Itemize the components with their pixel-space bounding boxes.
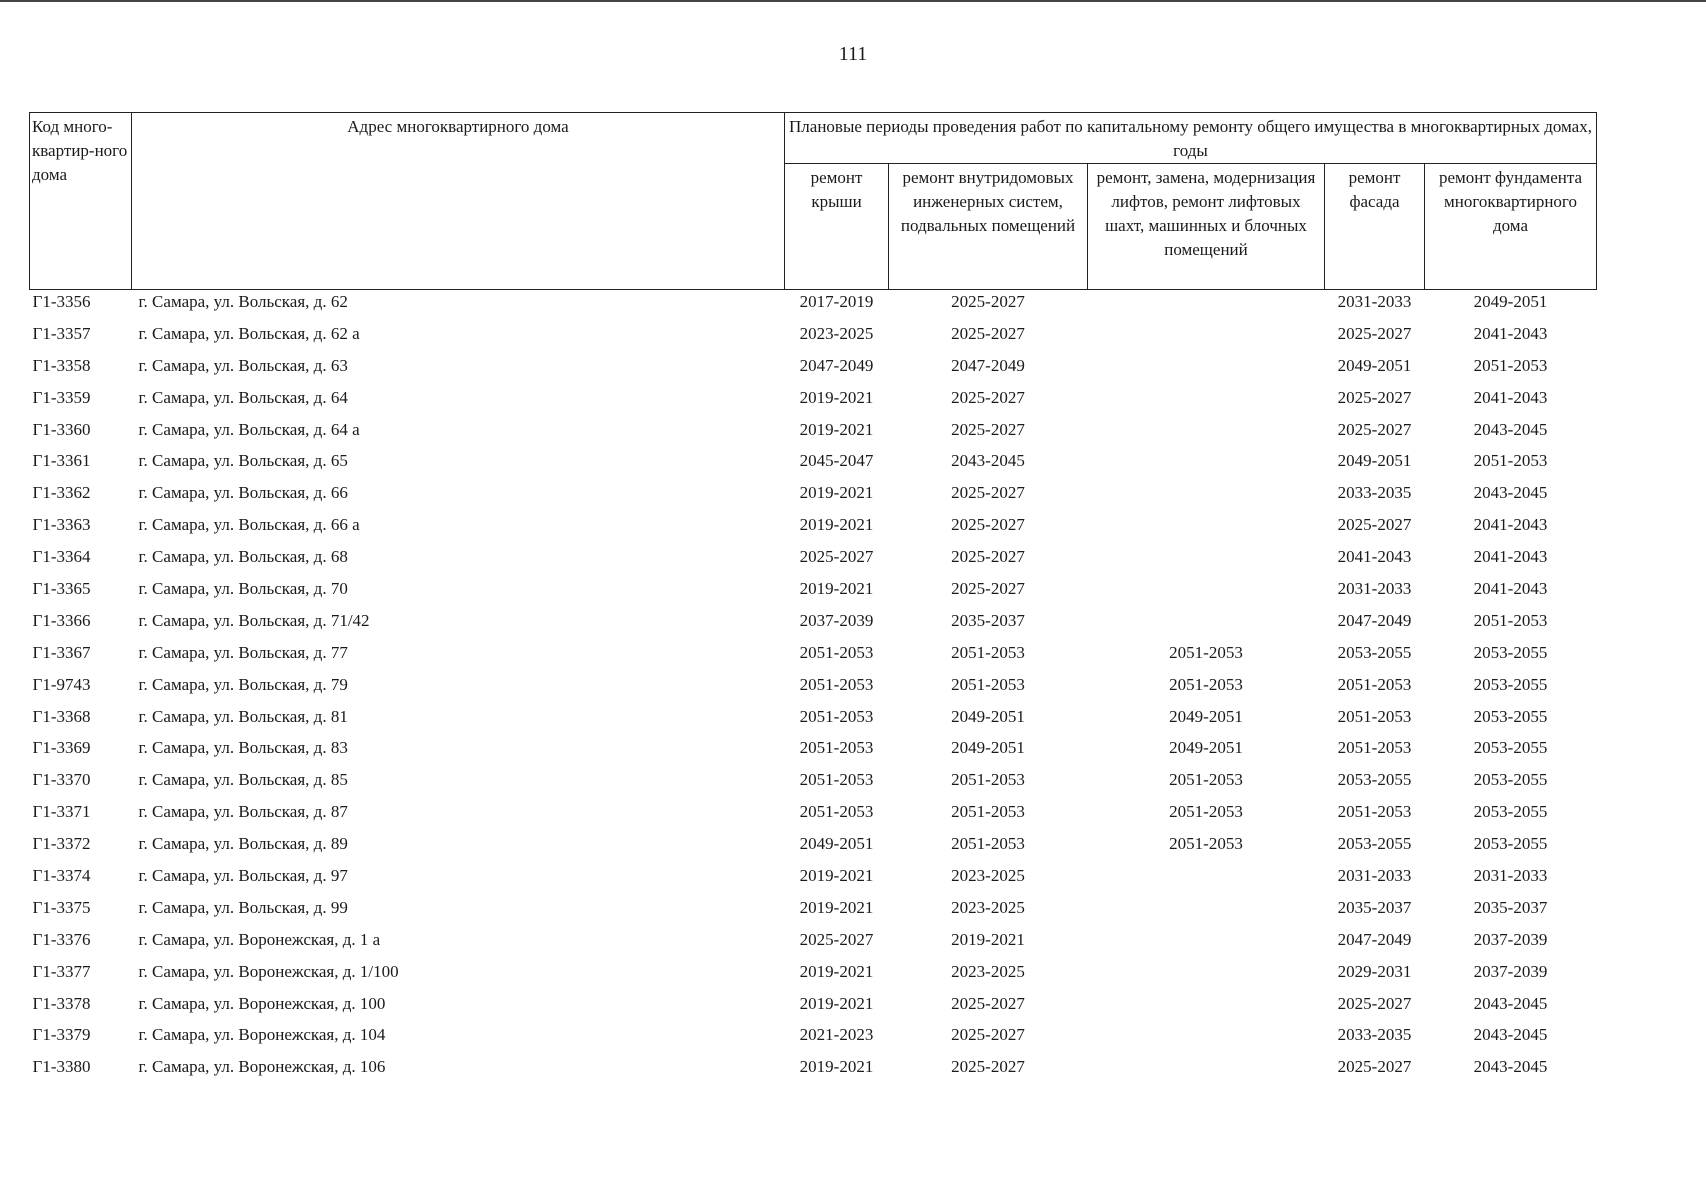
cell-address: г. Самара, ул. Вольская, д. 83 [138, 738, 348, 758]
cell-foundation: 2053-2055 [1473, 802, 1548, 822]
cell-roof: 2019-2021 [799, 483, 874, 503]
cell-roof: 2021-2023 [799, 1025, 874, 1045]
header-roof: ремонт крыши [785, 164, 889, 290]
cell-foundation: 2041-2043 [1473, 547, 1548, 567]
cell-roof: 2019-2021 [799, 897, 874, 917]
cell-engineering: 2025-2027 [951, 292, 1025, 311]
cell-foundation: 2043-2045 [1473, 1057, 1548, 1077]
cell-elevators [1088, 322, 1325, 354]
cell-roof: 2019-2021 [799, 961, 874, 981]
cell-engineering: 2025-2027 [951, 323, 1025, 343]
cell-elevators [1088, 992, 1325, 1024]
cell-foundation: 2037-2039 [1473, 929, 1548, 949]
cell-code: Г1-3358 [32, 355, 91, 375]
cell-address: г. Самара, ул. Вольская, д. 97 [138, 866, 348, 886]
cell-engineering: 2025-2027 [951, 579, 1025, 599]
cell-roof: 2025-2027 [799, 547, 874, 567]
cell-engineering: 2051-2053 [951, 674, 1025, 694]
table-row [30, 832, 1597, 864]
cell-engineering: 2025-2027 [951, 419, 1025, 439]
cell-code: Г1-3367 [32, 642, 91, 662]
table-row [30, 705, 1597, 737]
cell-foundation: 2041-2043 [1473, 323, 1548, 343]
cell-facade: 2033-2035 [1337, 483, 1412, 503]
cell-elevators [1088, 449, 1325, 481]
cell-engineering: 2035-2037 [951, 610, 1025, 630]
cell-address: г. Самара, ул. Вольская, д. 65 [138, 451, 348, 471]
table-row [30, 1023, 1597, 1055]
cell-foundation: 2051-2053 [1473, 451, 1548, 471]
cell-elevators [1088, 896, 1325, 928]
cell-code: Г1-3372 [32, 834, 91, 854]
cell-engineering: 2047-2049 [951, 355, 1025, 375]
cell-facade: 2047-2049 [1337, 610, 1412, 630]
cell-address: г. Самара, ул. Вольская, д. 87 [138, 802, 348, 822]
cell-code: Г1-3370 [32, 770, 91, 790]
page-number: 111 [838, 43, 868, 65]
cell-code: Г1-3364 [32, 547, 91, 567]
cell-code: Г1-3369 [32, 738, 91, 758]
cell-engineering: 2023-2025 [951, 897, 1025, 917]
cell-foundation: 2037-2039 [1473, 961, 1548, 981]
cell-address: г. Самара, ул. Вольская, д. 89 [138, 834, 348, 854]
cell-facade: 2025-2027 [1337, 387, 1412, 407]
cell-code: Г1-3365 [32, 579, 91, 599]
table-row [30, 449, 1597, 481]
cell-code: Г1-3359 [32, 387, 91, 407]
cell-roof: 2019-2021 [799, 419, 874, 439]
cell-elevators [1088, 354, 1325, 386]
cell-elevators [1088, 960, 1325, 992]
cell-engineering: 2051-2053 [951, 834, 1025, 854]
cell-facade: 2041-2043 [1337, 547, 1412, 567]
cell-address: г. Самара, ул. Вольская, д. 68 [138, 547, 348, 567]
cell-engineering: 2025-2027 [951, 1057, 1025, 1077]
cell-foundation: 2051-2053 [1473, 355, 1548, 375]
cell-engineering: 2051-2053 [951, 802, 1025, 822]
cell-facade: 2049-2051 [1337, 355, 1412, 375]
cell-elevators [1088, 481, 1325, 513]
cell-engineering: 2049-2051 [951, 738, 1025, 758]
header-engineering: ремонт внутридомовых инженерных систем, подвальных помещений [889, 164, 1088, 290]
cell-roof: 2045-2047 [799, 451, 874, 471]
cell-facade: 2051-2053 [1337, 802, 1412, 822]
cell-address: г. Самара, ул. Вольская, д. 77 [138, 642, 348, 662]
cell-roof: 2051-2053 [799, 802, 874, 822]
cell-foundation: 2053-2055 [1473, 642, 1548, 662]
cell-facade: 2025-2027 [1337, 515, 1412, 535]
cell-foundation: 2041-2043 [1473, 579, 1548, 599]
cell-engineering: 2019-2021 [951, 929, 1025, 949]
cell-roof: 2051-2053 [799, 674, 874, 694]
cell-roof: 2051-2053 [799, 642, 874, 662]
cell-foundation: 2049-2051 [1473, 292, 1548, 311]
table-row [30, 896, 1597, 928]
table-row [30, 290, 1597, 322]
cell-facade: 2053-2055 [1337, 770, 1412, 790]
cell-elevators: 2049-2051 [1169, 738, 1243, 758]
cell-code: Г1-3360 [32, 419, 91, 439]
top-rule [0, 0, 1706, 2]
cell-elevators [1088, 513, 1325, 545]
cell-facade: 2051-2053 [1337, 674, 1412, 694]
cell-code: Г1-3362 [32, 483, 91, 503]
cell-roof: 2037-2039 [799, 610, 874, 630]
cell-address: г. Самара, ул. Вольская, д. 62 а [138, 323, 360, 343]
cell-elevators: 2051-2053 [1169, 834, 1243, 854]
cell-engineering: 2051-2053 [951, 770, 1025, 790]
table-body [30, 290, 1597, 1088]
cell-engineering: 2025-2027 [951, 483, 1025, 503]
table-row [30, 481, 1597, 513]
cell-foundation: 2043-2045 [1473, 1025, 1548, 1045]
header-address: Адрес многоквартирного дома [132, 113, 785, 290]
cell-foundation: 2043-2045 [1473, 483, 1548, 503]
cell-facade: 2051-2053 [1337, 738, 1412, 758]
cell-facade: 2033-2035 [1337, 1025, 1412, 1045]
cell-elevators: 2051-2053 [1169, 770, 1243, 790]
cell-facade: 2025-2027 [1337, 323, 1412, 343]
cell-facade: 2049-2051 [1337, 451, 1412, 471]
cell-address: г. Самара, ул. Вольская, д. 81 [138, 706, 348, 726]
cell-address: г. Самара, ул. Вольская, д. 66 а [138, 515, 360, 535]
cell-foundation: 2035-2037 [1473, 897, 1548, 917]
cell-address: г. Самара, ул. Воронежская, д. 104 [138, 1025, 386, 1045]
cell-engineering: 2025-2027 [951, 547, 1025, 567]
cell-foundation: 2053-2055 [1473, 770, 1548, 790]
table-row [30, 386, 1597, 418]
table-row [30, 322, 1597, 354]
table-row [30, 577, 1597, 609]
cell-engineering: 2043-2045 [951, 451, 1025, 471]
cell-code: Г1-3371 [32, 802, 91, 822]
cell-roof: 2019-2021 [799, 515, 874, 535]
header-periods: Плановые периоды проведения работ по капитальному ремонту общего имущества в многоквартирных домах, годы [785, 113, 1597, 164]
cell-foundation: 2041-2043 [1473, 387, 1548, 407]
cell-roof: 2023-2025 [799, 323, 874, 343]
cell-address: г. Самара, ул. Воронежская, д. 1/100 [138, 961, 399, 981]
cell-address: г. Самара, ул. Вольская, д. 99 [138, 897, 348, 917]
cell-elevators [1088, 577, 1325, 609]
cell-elevators [1088, 928, 1325, 960]
cell-code: Г1-9743 [32, 674, 91, 694]
cell-facade: 2051-2053 [1337, 706, 1412, 726]
cell-engineering: 2025-2027 [951, 515, 1025, 535]
table-row [30, 513, 1597, 545]
table-row [30, 928, 1597, 960]
cell-roof: 2017-2019 [799, 292, 874, 311]
cell-facade: 2031-2033 [1337, 292, 1412, 311]
cell-facade: 2029-2031 [1337, 961, 1412, 981]
cell-foundation: 2043-2045 [1473, 419, 1548, 439]
cell-roof: 2019-2021 [799, 866, 874, 886]
cell-elevators [1088, 290, 1325, 322]
cell-foundation: 2053-2055 [1473, 706, 1548, 726]
cell-code: Г1-3363 [32, 515, 91, 535]
header-code: Код много-квартир-ного дома [30, 113, 132, 290]
table-row [30, 1055, 1597, 1087]
cell-elevators [1088, 418, 1325, 450]
cell-facade: 2031-2033 [1337, 579, 1412, 599]
cell-foundation: 2053-2055 [1473, 738, 1548, 758]
cell-code: Г1-3368 [32, 706, 91, 726]
table-row [30, 960, 1597, 992]
cell-elevators [1088, 1023, 1325, 1055]
header-facade: ремонт фасада [1325, 164, 1425, 290]
cell-elevators [1088, 864, 1325, 896]
table-row [30, 545, 1597, 577]
cell-facade: 2035-2037 [1337, 897, 1412, 917]
cell-facade: 2053-2055 [1337, 834, 1412, 854]
cell-address: г. Самара, ул. Вольская, д. 64 а [138, 419, 360, 439]
cell-roof: 2019-2021 [799, 993, 874, 1013]
cell-roof: 2025-2027 [799, 929, 874, 949]
cell-code: Г1-3378 [32, 993, 91, 1013]
cell-code: Г1-3356 [32, 292, 91, 311]
cell-facade: 2025-2027 [1337, 1057, 1412, 1077]
cell-roof: 2051-2053 [799, 770, 874, 790]
cell-address: г. Самара, ул. Воронежская, д. 1 а [138, 929, 381, 949]
cell-engineering: 2025-2027 [951, 1025, 1025, 1045]
cell-code: Г1-3374 [32, 866, 91, 886]
cell-engineering: 2025-2027 [951, 387, 1025, 407]
cell-facade: 2053-2055 [1337, 642, 1412, 662]
cell-roof: 2019-2021 [799, 387, 874, 407]
cell-address: г. Самара, ул. Вольская, д. 63 [138, 355, 348, 375]
cell-elevators [1088, 386, 1325, 418]
table-row [30, 641, 1597, 673]
cell-elevators [1088, 545, 1325, 577]
table-row [30, 736, 1597, 768]
cell-foundation: 2053-2055 [1473, 674, 1548, 694]
cell-code: Г1-3377 [32, 961, 91, 981]
cell-code: Г1-3380 [32, 1057, 91, 1077]
cell-address: г. Самара, ул. Вольская, д. 64 [138, 387, 348, 407]
cell-elevators: 2051-2053 [1169, 802, 1243, 822]
cell-elevators: 2051-2053 [1169, 642, 1243, 662]
table-row [30, 354, 1597, 386]
cell-roof: 2047-2049 [799, 355, 874, 375]
cell-foundation: 2031-2033 [1473, 866, 1548, 886]
cell-facade: 2025-2027 [1337, 993, 1412, 1013]
cell-roof: 2019-2021 [799, 579, 874, 599]
cell-address: г. Самара, ул. Вольская, д. 70 [138, 579, 348, 599]
table-row [30, 800, 1597, 832]
cell-address: г. Самара, ул. Воронежская, д. 100 [138, 993, 386, 1013]
cell-facade: 2025-2027 [1337, 419, 1412, 439]
cell-address: г. Самара, ул. Вольская, д. 62 [138, 292, 348, 311]
cell-engineering: 2023-2025 [951, 961, 1025, 981]
cell-facade: 2047-2049 [1337, 929, 1412, 949]
cell-elevators: 2051-2053 [1169, 674, 1243, 694]
cell-address: г. Самара, ул. Воронежская, д. 106 [138, 1057, 386, 1077]
cell-address: г. Самара, ул. Вольская, д. 79 [138, 674, 348, 694]
table-row [30, 673, 1597, 705]
cell-code: Г1-3357 [32, 323, 91, 343]
cell-elevators: 2049-2051 [1169, 706, 1243, 726]
cell-elevators [1088, 1055, 1325, 1087]
table-row [30, 992, 1597, 1024]
cell-roof: 2019-2021 [799, 1057, 874, 1077]
cell-engineering: 2023-2025 [951, 866, 1025, 886]
cell-foundation: 2053-2055 [1473, 834, 1548, 854]
table-row [30, 418, 1597, 450]
table-row [30, 609, 1597, 641]
cell-foundation: 2051-2053 [1473, 610, 1548, 630]
cell-engineering: 2049-2051 [951, 706, 1025, 726]
capital-repair-table [29, 112, 1597, 1087]
cell-elevators [1088, 609, 1325, 641]
cell-engineering: 2025-2027 [951, 993, 1025, 1013]
cell-facade: 2031-2033 [1337, 866, 1412, 886]
cell-roof: 2051-2053 [799, 706, 874, 726]
header-foundation: ремонт фундамента многоквартирного дома [1425, 164, 1597, 290]
cell-foundation: 2043-2045 [1473, 993, 1548, 1013]
cell-address: г. Самара, ул. Вольская, д. 71/42 [138, 610, 370, 630]
cell-code: Г1-3361 [32, 451, 91, 471]
cell-code: Г1-3379 [32, 1025, 91, 1045]
cell-roof: 2049-2051 [799, 834, 874, 854]
cell-foundation: 2041-2043 [1473, 515, 1548, 535]
cell-address: г. Самара, ул. Вольская, д. 85 [138, 770, 348, 790]
cell-code: Г1-3366 [32, 610, 91, 630]
cell-code: Г1-3375 [32, 897, 91, 917]
cell-engineering: 2051-2053 [951, 642, 1025, 662]
cell-code: Г1-3376 [32, 929, 91, 949]
cell-roof: 2051-2053 [799, 738, 874, 758]
header-elevators: ремонт, замена, модернизация лифтов, ремонт лифтовых шахт, машинных и блочных помещений [1088, 164, 1325, 290]
table-row [30, 768, 1597, 800]
cell-address: г. Самара, ул. Вольская, д. 66 [138, 483, 348, 503]
table-row [30, 864, 1597, 896]
